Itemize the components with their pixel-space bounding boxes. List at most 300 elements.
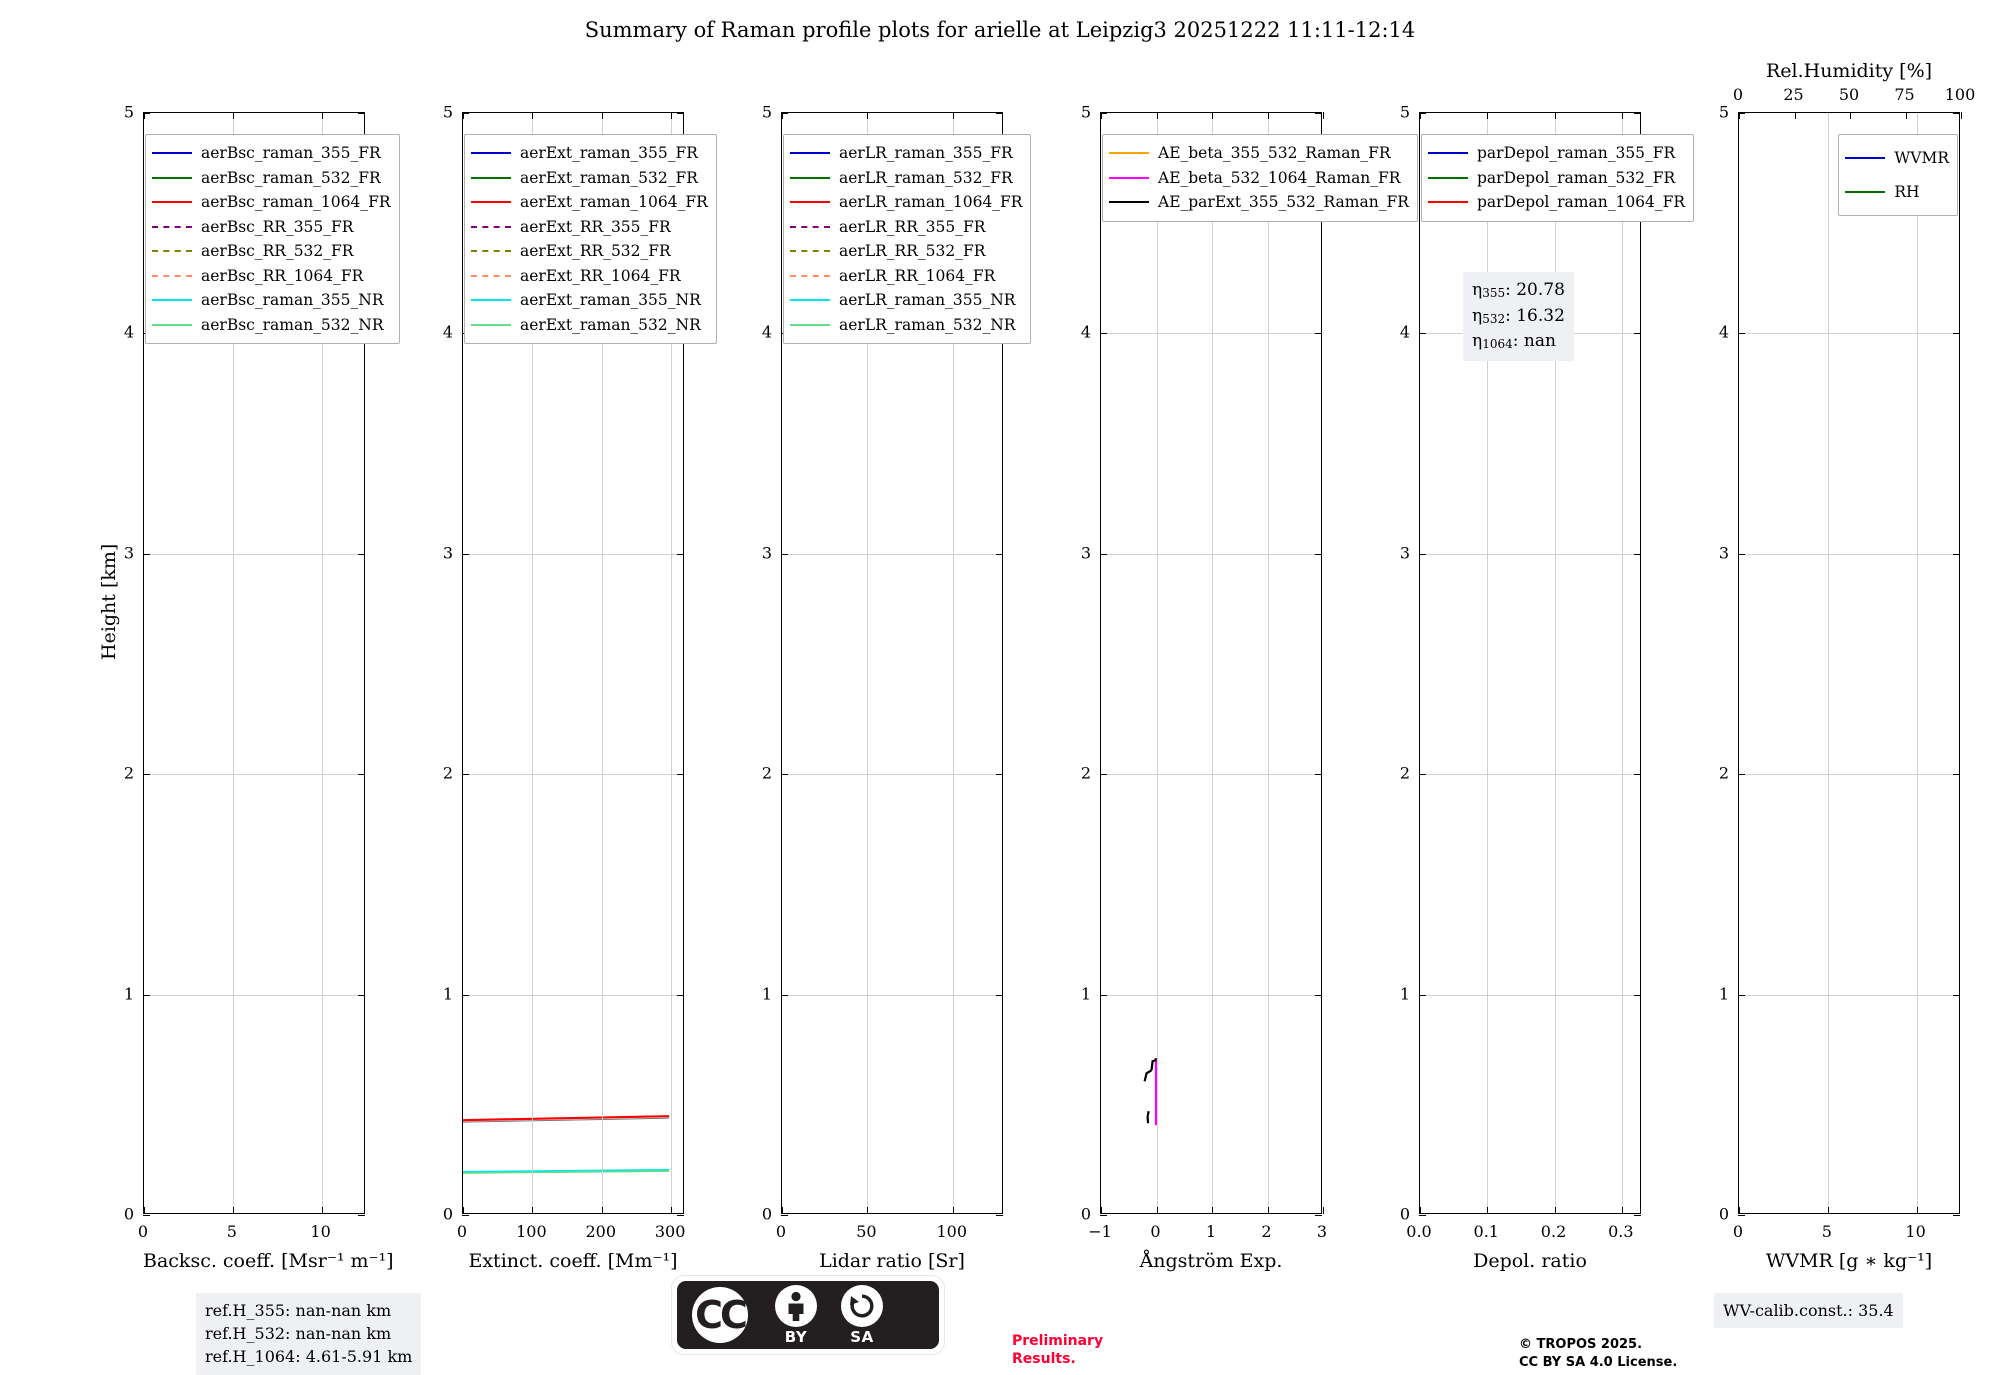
legend-swatch-line	[152, 177, 192, 179]
plot-area-angstrom	[1100, 112, 1322, 1214]
axis-tick	[358, 113, 365, 114]
legend-swatch-line	[471, 299, 511, 301]
legend-item	[471, 190, 708, 215]
panel-backscatter	[123, 102, 394, 1272]
legend-label: aerBsc_raman_532_NR	[201, 315, 384, 334]
y-tick-label: 1	[1080, 984, 1091, 1004]
legend-swatch-line	[1845, 191, 1885, 193]
axis-tick	[1739, 1207, 1740, 1214]
legend-label: AE_beta_532_1064_Raman_FR	[1158, 168, 1401, 187]
y-tick-label: 0	[1080, 1204, 1091, 1224]
legend-item	[1428, 166, 1685, 191]
legend-label: aerLR_RR_355_FR	[839, 217, 986, 236]
axis-tick	[1555, 112, 1556, 119]
y-tick-label: 3	[123, 543, 134, 563]
cc-sa-label: SA	[850, 1327, 874, 1346]
x-tick-label: 100	[516, 1222, 547, 1241]
x-tick-label: 0	[1150, 1222, 1161, 1241]
eta-532-row: η532: 16.32	[1472, 305, 1565, 326]
legend-item	[790, 141, 1022, 166]
legend-item	[790, 190, 1022, 215]
legend-label: aerBsc_raman_532_FR	[201, 168, 381, 187]
gridline-horizontal	[1420, 995, 1640, 996]
axis-tick	[677, 995, 684, 996]
axis-tick	[1157, 1207, 1158, 1214]
creative-commons-badge[interactable]	[672, 1276, 944, 1354]
axis-tick	[671, 1207, 672, 1214]
angstrom-traces	[1101, 113, 1321, 1213]
gridline-vertical	[1828, 113, 1829, 1213]
legend-swatch-line	[1428, 152, 1468, 154]
legend-backscatter[interactable]	[145, 134, 400, 344]
legend-label: aerExt_raman_532_NR	[520, 315, 701, 334]
axis-tick	[1953, 554, 1960, 555]
gridline-horizontal	[144, 995, 364, 996]
axis-tick	[1634, 113, 1641, 114]
x-axis-label-backscatter: Backsc. coeff. [Msr⁻¹ m⁻¹]	[143, 1250, 394, 1272]
axis-tick	[1100, 554, 1107, 555]
legend-item	[471, 215, 708, 240]
gridline-vertical	[1157, 113, 1158, 1213]
x-tick-label: 100	[936, 1222, 968, 1241]
legend-swatch-line	[790, 324, 830, 326]
axis-tick	[1953, 995, 1960, 996]
axis-tick	[1634, 1215, 1641, 1216]
axis-tick	[532, 112, 533, 119]
y-tick-label: 1	[123, 984, 134, 1004]
axis-tick	[1212, 112, 1213, 119]
x-tick-label: 10	[310, 1222, 331, 1241]
x-tick-label: 2	[1261, 1222, 1272, 1241]
axis-tick	[1323, 112, 1324, 119]
legend-item	[471, 166, 708, 191]
legend-swatch-line	[152, 299, 192, 301]
cc-by-icon	[763, 1285, 829, 1346]
preliminary-results-note	[1012, 1332, 1103, 1368]
axis-tick	[1315, 774, 1322, 775]
axis-tick	[1953, 333, 1960, 334]
top-axis-label-rh: Rel.Humidity [%]	[1765, 60, 1933, 82]
panel-angstrom	[1080, 102, 1409, 1272]
y-tick-label: 5	[1399, 102, 1410, 122]
legend-swatch-line	[471, 201, 511, 203]
share-alike-icon	[848, 1292, 876, 1320]
eta-355-row: η355: 20.78	[1472, 280, 1565, 300]
x-tick-label: 0	[775, 1222, 787, 1241]
axis-tick	[1101, 1207, 1102, 1214]
gridline-horizontal	[1739, 333, 1959, 334]
trace-AE_parExt_355_532_Raman_FR-lower	[1148, 1111, 1149, 1123]
axis-tick	[143, 995, 150, 996]
axis-tick	[1634, 554, 1641, 555]
x-tick-label: 3	[1316, 1222, 1328, 1241]
y-tick-label: 0	[1399, 1204, 1410, 1224]
axis-tick	[1268, 112, 1269, 119]
x-tick-label: 0.1	[1473, 1222, 1499, 1241]
legend-item	[152, 141, 391, 166]
legend-swatch-line	[471, 324, 511, 326]
x-tick-label: 50	[856, 1222, 877, 1241]
top-tick-label: 50	[1838, 85, 1860, 104]
axis-tick	[322, 112, 323, 119]
legend-label: aerLR_raman_355_FR	[839, 144, 1013, 163]
axis-tick	[1100, 995, 1107, 996]
axis-tick	[781, 774, 788, 775]
legend-label: aerLR_RR_1064_FR	[839, 266, 996, 285]
legend-item	[152, 239, 391, 264]
y-tick-label: 3	[1080, 543, 1091, 563]
axis-tick	[1420, 112, 1421, 119]
legend-swatch-line	[790, 201, 830, 203]
axis-tick	[602, 1207, 603, 1214]
legend-swatch-line	[471, 226, 511, 228]
axis-tick	[1953, 113, 1960, 114]
legend-swatch-line	[1428, 201, 1468, 203]
legend-wvmr-rh[interactable]	[1838, 134, 1958, 216]
y-tick-label: 4	[1399, 322, 1410, 342]
eta-1064-sub: 1064	[1482, 337, 1513, 351]
legend-swatch-line	[471, 177, 511, 179]
legend-item	[790, 215, 1022, 240]
axis-tick	[1419, 554, 1426, 555]
axis-tick	[1323, 1207, 1324, 1214]
axis-tick	[1953, 774, 1960, 775]
legend-label: AE_parExt_355_532_Raman_FR	[1158, 193, 1409, 212]
ref-h-355: ref.H_355: nan-nan km	[205, 1301, 392, 1320]
axis-tick	[677, 1215, 684, 1216]
axis-tick	[1953, 1215, 1960, 1216]
axis-tick	[462, 1215, 469, 1216]
axis-tick	[1622, 112, 1623, 119]
axis-tick	[1100, 333, 1107, 334]
gridline-vertical	[1917, 113, 1918, 1213]
wv-calib-const: WV-calib.const.: 35.4	[1723, 1301, 1894, 1320]
y-tick-label: 0	[442, 1204, 453, 1224]
axis-tick	[1315, 333, 1322, 334]
axis-tick	[996, 995, 1003, 996]
axis-tick	[867, 112, 868, 119]
y-tick-label: 2	[761, 763, 772, 783]
legend-swatch-line	[152, 275, 192, 277]
gridline-horizontal	[782, 554, 1002, 555]
y-tick-label: 3	[442, 543, 453, 563]
eta-355-label: η	[1472, 280, 1483, 300]
legend-label: aerExt_raman_355_FR	[520, 144, 698, 163]
axis-tick	[1738, 774, 1745, 775]
x-tick-label: 0.0	[1406, 1222, 1432, 1241]
legend-item	[1845, 175, 1949, 209]
top-tick-label: 25	[1783, 85, 1804, 104]
x-tick-label: 0	[1732, 1222, 1744, 1241]
axis-tick	[996, 113, 1003, 114]
top-tick-label: 0	[1732, 85, 1744, 104]
legend-swatch-line	[152, 226, 192, 228]
axis-tick	[996, 774, 1003, 775]
legend-swatch-line	[1845, 157, 1885, 159]
axis-tick	[1419, 995, 1426, 996]
x-tick-label: −1	[1088, 1222, 1112, 1241]
gridline-horizontal	[1420, 554, 1640, 555]
ref-h-532: ref.H_532: nan-nan km	[205, 1324, 392, 1344]
ref-h-1064: ref.H_1064: 4.61-5.91 km	[205, 1347, 413, 1367]
axis-tick	[144, 112, 145, 119]
y-tick-label: 4	[761, 322, 772, 342]
x-tick-label: 5	[226, 1222, 237, 1241]
trace-AE_parExt_355_532_Raman_FR-mid	[1145, 1070, 1152, 1081]
y-tick-label: 5	[442, 102, 453, 122]
y-tick-label: 5	[1080, 102, 1091, 122]
legend-swatch-line	[471, 250, 511, 252]
axis-tick	[1634, 774, 1641, 775]
axis-tick	[602, 112, 603, 119]
axis-tick	[1487, 1207, 1488, 1214]
legend-swatch-line	[1109, 177, 1149, 179]
axis-tick	[233, 1207, 234, 1214]
axis-tick	[781, 1215, 788, 1216]
legend-label: aerLR_raman_532_FR	[839, 168, 1013, 187]
axis-tick	[1101, 112, 1102, 119]
axis-tick	[1634, 995, 1641, 996]
axis-tick	[358, 554, 365, 555]
axis-tick	[1315, 113, 1322, 114]
axis-tick	[1487, 112, 1488, 119]
panel-lidar-ratio	[761, 102, 1023, 1272]
legend-item	[790, 313, 1022, 338]
legend-label: aerBsc_raman_355_NR	[201, 291, 384, 310]
axis-tick	[1315, 554, 1322, 555]
gridline-horizontal	[1101, 554, 1321, 555]
axis-tick	[463, 1207, 464, 1214]
axis-tick	[677, 113, 684, 114]
axis-tick	[143, 1215, 150, 1216]
legend-item	[471, 141, 708, 166]
y-tick-label: 4	[123, 322, 134, 342]
tropos-copyright	[1519, 1336, 1677, 1371]
gridline-horizontal	[1101, 333, 1321, 334]
eta-532-sub: 532	[1482, 311, 1506, 326]
axis-tick	[1419, 1215, 1426, 1216]
legend-swatch-line	[1109, 201, 1149, 203]
axis-tick	[1906, 112, 1907, 119]
legend-label: parDepol_raman_1064_FR	[1477, 193, 1686, 212]
x-tick-label: 0.2	[1540, 1222, 1567, 1241]
y-tick-label: 0	[1718, 1204, 1729, 1224]
legend-label: aerExt_RR_532_FR	[520, 242, 671, 261]
tropos-line-1: © TROPOS 2025.	[1519, 1337, 1643, 1352]
y-tick-label: 0	[123, 1204, 134, 1224]
axis-tick	[462, 554, 469, 555]
axis-tick	[867, 1207, 868, 1214]
gridline-vertical	[1212, 113, 1213, 1213]
legend-item	[1109, 141, 1409, 166]
gridline-horizontal	[144, 554, 364, 555]
legend-depol-ratio[interactable]	[1421, 134, 1694, 222]
x-tick-label: 0	[456, 1222, 468, 1241]
axis-tick	[1315, 995, 1322, 996]
cc-logo-icon	[677, 1287, 763, 1343]
axis-tick	[1739, 112, 1740, 119]
axis-tick	[1157, 112, 1158, 119]
axis-tick	[143, 774, 150, 775]
axis-tick	[671, 112, 672, 119]
axis-tick	[996, 1215, 1003, 1216]
gridline-vertical	[1268, 113, 1269, 1213]
legend-label: aerExt_RR_1064_FR	[520, 266, 681, 285]
legend-label: aerLR_raman_1064_FR	[839, 193, 1023, 212]
x-tick-label: 10	[1905, 1222, 1926, 1241]
y-tick-label: 4	[442, 322, 453, 342]
axis-tick	[1961, 112, 1962, 119]
y-tick-label: 3	[1718, 543, 1729, 563]
gridline-horizontal	[463, 995, 683, 996]
axis-tick	[953, 112, 954, 119]
legend-swatch-line	[152, 324, 192, 326]
axis-tick	[144, 1207, 145, 1214]
eta-values-box	[1463, 272, 1574, 361]
axis-tick	[1100, 774, 1107, 775]
eta-1064-row: η1064: nan	[1472, 331, 1556, 351]
x-tick-label: 300	[654, 1222, 686, 1241]
axis-tick	[1917, 1207, 1918, 1214]
axis-tick	[322, 1207, 323, 1214]
legend-item	[1109, 166, 1409, 191]
gridline-horizontal	[1739, 995, 1959, 996]
gridline-horizontal	[1739, 774, 1959, 775]
x-axis-label-angstrom: Ångström Exp.	[1139, 1250, 1283, 1272]
legend-label: aerLR_RR_532_FR	[839, 242, 986, 261]
axis-tick	[463, 112, 464, 119]
legend-extinction[interactable]	[464, 134, 717, 344]
gridline-horizontal	[1101, 995, 1321, 996]
axis-tick	[1738, 995, 1745, 996]
y-tick-label: 0	[761, 1204, 772, 1224]
axis-tick	[677, 774, 684, 775]
legend-swatch-line	[1428, 177, 1468, 179]
top-tick-label: 100	[1944, 85, 1976, 104]
x-tick-label: 0.3	[1608, 1222, 1634, 1241]
legend-item	[790, 264, 1022, 289]
legend-item	[152, 264, 391, 289]
y-tick-label: 2	[1080, 763, 1091, 783]
axis-tick	[1795, 112, 1796, 119]
eta-355-value: 20.78	[1516, 280, 1565, 300]
eta-1064-value: nan	[1523, 331, 1556, 351]
legend-swatch-line	[790, 250, 830, 252]
legend-label: aerExt_raman_355_NR	[520, 291, 701, 310]
person-icon	[783, 1291, 809, 1321]
reference-height-box	[196, 1293, 421, 1375]
axis-tick	[781, 995, 788, 996]
legend-label: aerExt_raman_532_FR	[520, 168, 698, 187]
legend-item	[1428, 141, 1685, 166]
legend-item	[152, 215, 391, 240]
panel-wvmr-rh	[1718, 60, 1976, 1272]
axis-tick	[677, 554, 684, 555]
x-tick-label: 5	[1821, 1222, 1832, 1241]
legend-label: parDepol_raman_355_FR	[1477, 144, 1676, 163]
legend-label: aerBsc_raman_355_FR	[201, 144, 381, 163]
legend-label: aerLR_raman_355_NR	[839, 291, 1016, 310]
legend-item	[471, 264, 708, 289]
axis-tick	[1419, 333, 1426, 334]
legend-swatch-line	[471, 152, 511, 154]
eta-532-label: η	[1472, 305, 1483, 326]
x-tick-label: 1	[1205, 1222, 1217, 1241]
x-axis-label-wvmr: WVMR [g ∗ kg⁻¹]	[1765, 1250, 1933, 1272]
legend-item	[152, 166, 391, 191]
axis-tick	[1634, 333, 1641, 334]
axis-tick	[358, 1215, 365, 1216]
y-tick-label: 2	[123, 763, 134, 783]
y-tick-label: 1	[1399, 984, 1410, 1004]
legend-swatch-line	[790, 152, 830, 154]
axis-tick	[996, 554, 1003, 555]
legend-angstrom[interactable]	[1102, 134, 1418, 222]
gridline-horizontal	[782, 995, 1002, 996]
axis-tick	[233, 112, 234, 119]
y-tick-label: 3	[1399, 543, 1410, 563]
y-tick-label: 5	[1718, 102, 1729, 122]
legend-swatch-line	[152, 250, 192, 252]
top-tick-label: 75	[1894, 85, 1915, 104]
gridline-horizontal	[1101, 774, 1321, 775]
axis-tick	[1315, 1215, 1322, 1216]
y-tick-label: 1	[1718, 984, 1729, 1004]
legend-item	[1428, 190, 1685, 215]
legend-item	[152, 313, 391, 338]
legend-item	[790, 288, 1022, 313]
legend-label: parDepol_raman_532_FR	[1477, 168, 1676, 187]
legend-item	[790, 166, 1022, 191]
legend-item	[471, 239, 708, 264]
legend-swatch-line	[790, 177, 830, 179]
axis-tick	[1738, 333, 1745, 334]
legend-item	[1845, 141, 1949, 175]
legend-swatch-line	[152, 201, 192, 203]
legend-swatch-line	[790, 226, 830, 228]
y-tick-label: 5	[123, 102, 134, 122]
axis-tick	[1738, 1215, 1745, 1216]
y-tick-label: 5	[761, 102, 772, 122]
x-axis-label-extinction: Extinct. coeff. [Mm⁻¹]	[468, 1250, 678, 1272]
legend-swatch-line	[790, 275, 830, 277]
plot-area-wvmr-rh	[1738, 112, 1960, 1214]
y-tick-label: 4	[1080, 322, 1091, 342]
legend-item	[790, 239, 1022, 264]
y-tick-label: 2	[1718, 763, 1729, 783]
tropos-line-2: CC BY SA 4.0 License.	[1519, 1354, 1678, 1370]
y-tick-label: 2	[1399, 763, 1410, 783]
legend-item	[471, 288, 708, 313]
x-axis-label-depol-ratio: Depol. ratio	[1473, 1250, 1587, 1272]
axis-tick	[1555, 1207, 1556, 1214]
y-tick-label: 1	[442, 984, 453, 1004]
legend-swatch-line	[1109, 152, 1149, 154]
axis-tick	[781, 554, 788, 555]
gridline-horizontal	[1739, 554, 1959, 555]
legend-swatch-line	[471, 275, 511, 277]
y-axis-label: Height [km]	[98, 543, 120, 660]
legend-item	[152, 288, 391, 313]
y-tick-label: 2	[442, 763, 453, 783]
legend-label: AE_beta_355_532_Raman_FR	[1158, 144, 1391, 163]
trace-aerExt_raman_1064_FR	[463, 1116, 669, 1120]
legend-lidar-ratio[interactable]	[783, 134, 1031, 344]
y-tick-label: 4	[1718, 322, 1729, 342]
preliminary-line-1: Preliminary	[1012, 1333, 1104, 1349]
axis-tick	[782, 1207, 783, 1214]
legend-label: WVMR	[1894, 149, 1949, 167]
